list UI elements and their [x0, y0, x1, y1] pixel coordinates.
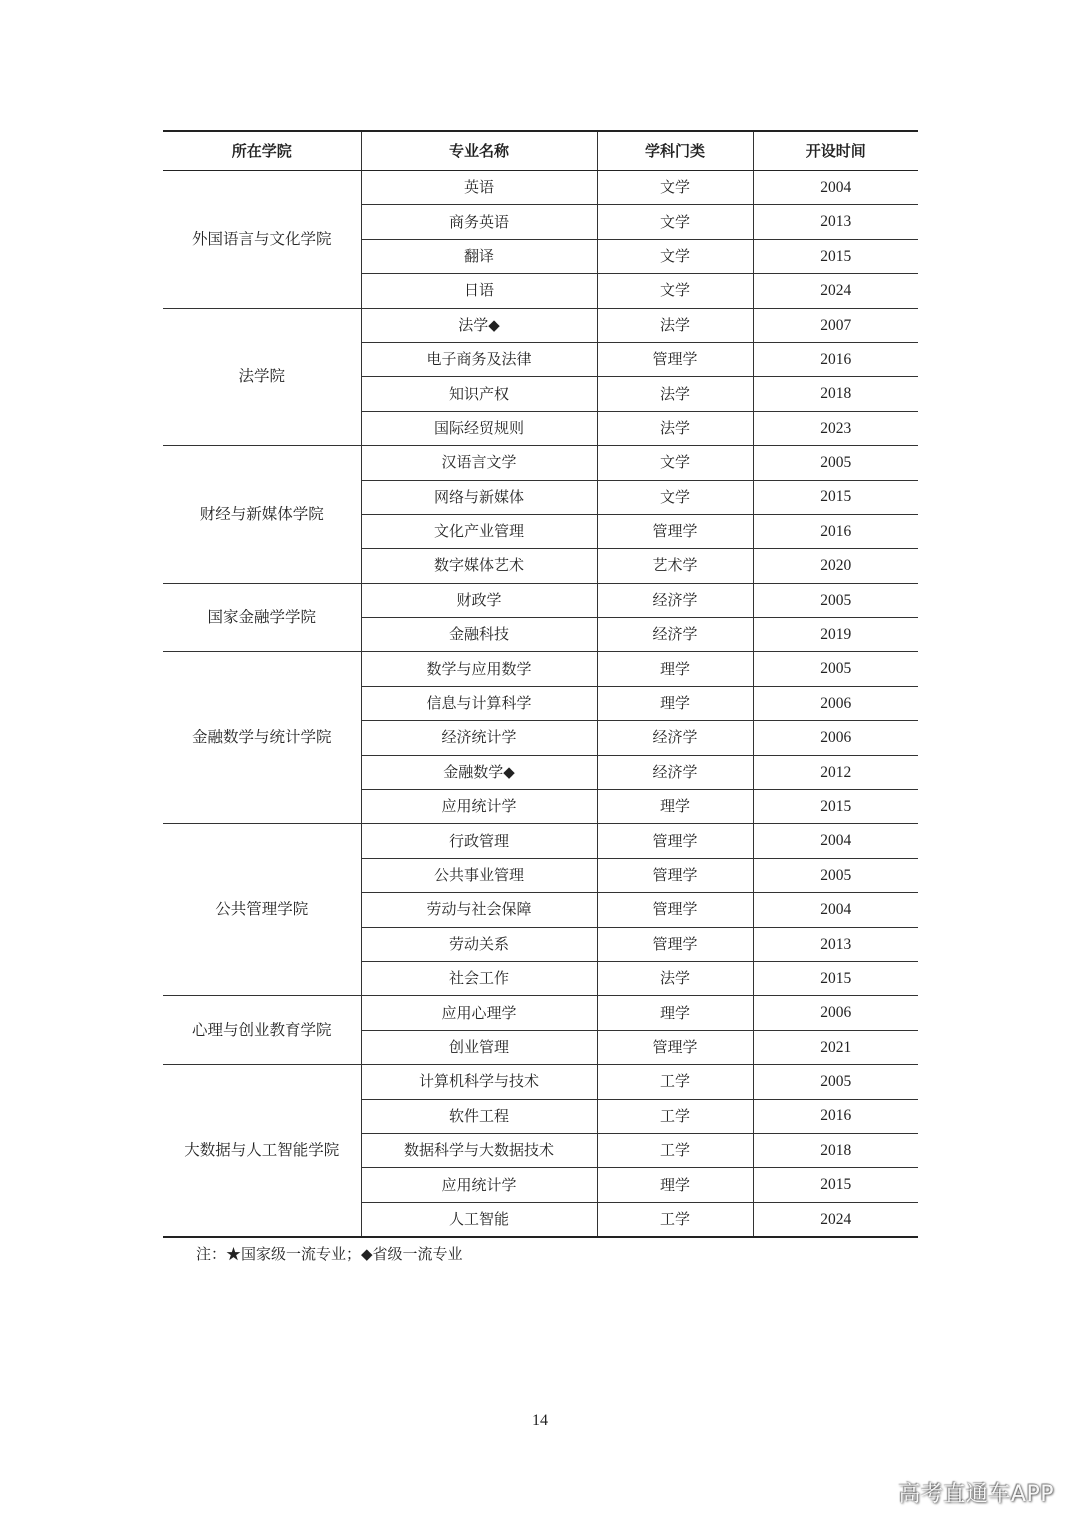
table-row — [163, 446, 918, 480]
category-cell: 文学 — [597, 274, 753, 308]
major-cell: 国际经贸规则 — [361, 411, 597, 445]
major-cell: 经济统计学 — [361, 721, 597, 755]
category-cell: 文学 — [597, 239, 753, 273]
year-cell: 2018 — [753, 1133, 918, 1167]
year-cell: 2013 — [753, 205, 918, 239]
table-row — [163, 824, 918, 858]
category-cell: 法学 — [597, 308, 753, 342]
table-header-row — [163, 131, 918, 171]
table-row — [163, 996, 918, 1030]
table-row — [163, 652, 918, 686]
major-cell: 金融科技 — [361, 618, 597, 652]
header-major: 专业名称 — [361, 131, 597, 171]
header-college: 所在学院 — [163, 131, 361, 171]
major-cell: 翻译 — [361, 239, 597, 273]
major-cell: 知识产权 — [361, 377, 597, 411]
category-cell: 文学 — [597, 171, 753, 205]
year-cell: 2005 — [753, 1065, 918, 1099]
year-cell: 2016 — [753, 514, 918, 548]
year-cell: 2018 — [753, 377, 918, 411]
table-row — [163, 1065, 918, 1099]
major-cell: 日语 — [361, 274, 597, 308]
major-cell: 应用统计学 — [361, 790, 597, 824]
year-cell: 2021 — [753, 1030, 918, 1064]
major-cell: 计算机科学与技术 — [361, 1065, 597, 1099]
table-note: 注：★国家级一流专业；◆省级一流专业 — [196, 1245, 463, 1263]
college-cell: 国家金融学学院 — [163, 583, 361, 652]
major-cell: 电子商务及法律 — [361, 342, 597, 376]
college-cell: 心理与创业教育学院 — [163, 996, 361, 1065]
majors-table — [163, 130, 918, 1238]
category-cell: 理学 — [597, 996, 753, 1030]
major-cell: 英语 — [361, 171, 597, 205]
category-cell: 艺术学 — [597, 549, 753, 583]
major-cell: 汉语言文学 — [361, 446, 597, 480]
category-cell: 理学 — [597, 652, 753, 686]
major-cell: 数字媒体艺术 — [361, 549, 597, 583]
major-cell: 应用统计学 — [361, 1168, 597, 1202]
major-cell: 金融数学◆ — [361, 755, 597, 789]
year-cell: 2005 — [753, 858, 918, 892]
category-cell: 理学 — [597, 790, 753, 824]
major-cell: 行政管理 — [361, 824, 597, 858]
major-cell: 商务英语 — [361, 205, 597, 239]
category-cell: 理学 — [597, 686, 753, 720]
college-cell: 大数据与人工智能学院 — [163, 1065, 361, 1237]
college-cell: 财经与新媒体学院 — [163, 446, 361, 584]
year-cell: 2015 — [753, 480, 918, 514]
header-category: 学科门类 — [597, 131, 753, 171]
major-cell: 劳动与社会保障 — [361, 893, 597, 927]
year-cell: 2015 — [753, 1168, 918, 1202]
category-cell: 工学 — [597, 1065, 753, 1099]
category-cell: 工学 — [597, 1202, 753, 1237]
header-year: 开设时间 — [753, 131, 918, 171]
year-cell: 2015 — [753, 239, 918, 273]
category-cell: 管理学 — [597, 824, 753, 858]
table-body — [163, 171, 918, 1238]
year-cell: 2006 — [753, 686, 918, 720]
year-cell: 2004 — [753, 824, 918, 858]
category-cell: 经济学 — [597, 755, 753, 789]
category-cell: 工学 — [597, 1133, 753, 1167]
category-cell: 工学 — [597, 1099, 753, 1133]
college-cell: 金融数学与统计学院 — [163, 652, 361, 824]
year-cell: 2015 — [753, 961, 918, 995]
table-row — [163, 583, 918, 617]
year-cell: 2012 — [753, 755, 918, 789]
category-cell: 管理学 — [597, 1030, 753, 1064]
year-cell: 2007 — [753, 308, 918, 342]
table-row — [163, 171, 918, 205]
major-cell: 软件工程 — [361, 1099, 597, 1133]
college-cell: 外国语言与文化学院 — [163, 171, 361, 309]
category-cell: 管理学 — [597, 514, 753, 548]
major-cell: 公共事业管理 — [361, 858, 597, 892]
year-cell: 2016 — [753, 1099, 918, 1133]
table-row — [163, 308, 918, 342]
category-cell: 管理学 — [597, 927, 753, 961]
category-cell: 经济学 — [597, 583, 753, 617]
year-cell: 2024 — [753, 274, 918, 308]
major-cell: 数据科学与大数据技术 — [361, 1133, 597, 1167]
category-cell: 文学 — [597, 205, 753, 239]
category-cell: 法学 — [597, 961, 753, 995]
page-number: 14 — [532, 1412, 548, 1429]
category-cell: 经济学 — [597, 721, 753, 755]
year-cell: 2016 — [753, 342, 918, 376]
college-cell: 公共管理学院 — [163, 824, 361, 996]
year-cell: 2023 — [753, 411, 918, 445]
watermark: 高考直通车APP — [898, 1482, 1054, 1507]
major-cell: 法学◆ — [361, 308, 597, 342]
category-cell: 文学 — [597, 480, 753, 514]
category-cell: 法学 — [597, 411, 753, 445]
year-cell: 2004 — [753, 893, 918, 927]
year-cell: 2020 — [753, 549, 918, 583]
year-cell: 2005 — [753, 652, 918, 686]
major-cell: 社会工作 — [361, 961, 597, 995]
year-cell: 2024 — [753, 1202, 918, 1237]
year-cell: 2006 — [753, 996, 918, 1030]
major-cell: 劳动关系 — [361, 927, 597, 961]
category-cell: 法学 — [597, 377, 753, 411]
major-cell: 网络与新媒体 — [361, 480, 597, 514]
category-cell: 管理学 — [597, 893, 753, 927]
category-cell: 经济学 — [597, 618, 753, 652]
major-cell: 文化产业管理 — [361, 514, 597, 548]
year-cell: 2015 — [753, 790, 918, 824]
college-cell: 法学院 — [163, 308, 361, 446]
category-cell: 文学 — [597, 446, 753, 480]
category-cell: 管理学 — [597, 858, 753, 892]
year-cell: 2006 — [753, 721, 918, 755]
major-cell: 信息与计算科学 — [361, 686, 597, 720]
category-cell: 管理学 — [597, 342, 753, 376]
major-cell: 应用心理学 — [361, 996, 597, 1030]
year-cell: 2005 — [753, 446, 918, 480]
year-cell: 2004 — [753, 171, 918, 205]
major-cell: 数学与应用数学 — [361, 652, 597, 686]
major-cell: 创业管理 — [361, 1030, 597, 1064]
major-cell: 人工智能 — [361, 1202, 597, 1237]
year-cell: 2013 — [753, 927, 918, 961]
year-cell: 2005 — [753, 583, 918, 617]
major-cell: 财政学 — [361, 583, 597, 617]
category-cell: 理学 — [597, 1168, 753, 1202]
year-cell: 2019 — [753, 618, 918, 652]
